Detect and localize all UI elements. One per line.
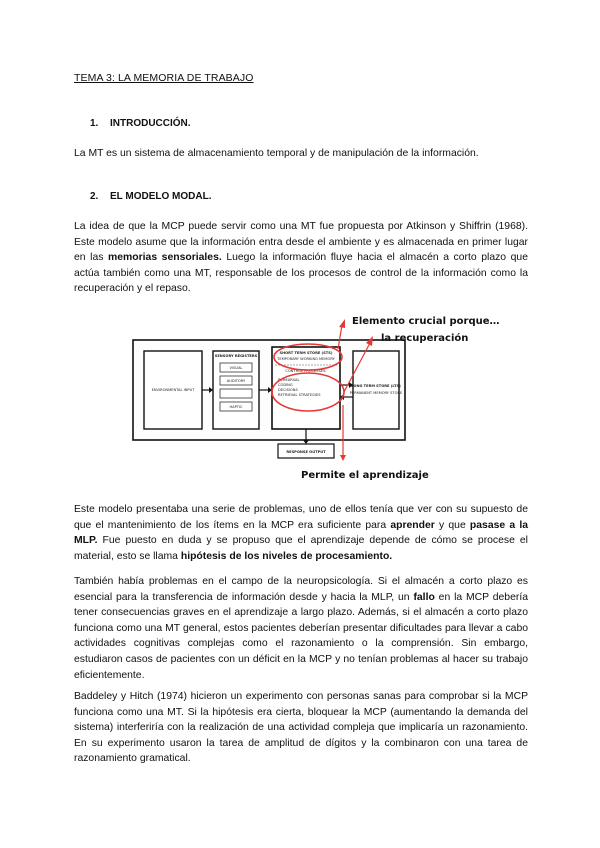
problems-paragraph xyxy=(74,502,528,564)
stm-title: SHORT TERM STORE (STS) xyxy=(279,351,333,355)
arrowhead-stm-to-response xyxy=(303,440,309,444)
process-retrieval: RETRIEVAL STRATEGIES xyxy=(278,393,321,397)
register-auditory-label: AUDITORY xyxy=(226,379,246,383)
control-processes-label: CONTROL PROCESSES: xyxy=(285,369,327,373)
problems-bold-3: hipótesis de los niveles de procesamiento. xyxy=(180,550,393,562)
problems-text-c: Fue puesto en duda y se propuso que el aprendizaje depende de cómo se procese el material, esto se llama xyxy=(74,535,528,562)
response-output-label: RESPONSE OUTPUT xyxy=(286,450,326,454)
register-blank xyxy=(220,389,252,398)
page-title: TEMA 3: LA MEMORIA DE TRABAJO xyxy=(74,72,254,84)
annotation-arrowhead-bottom xyxy=(340,455,346,461)
baddeley-paragraph: Baddeley y Hitch (1974) hicieron un experimento con personas sanas para comprobar si la MCP funciona como una MT. Si la hipótesis era cierta, bloquear la MCP (aumentando la demanda del sistema) interferiría con la realización de una actividad compleja que implicaría un razonamiento. En su experimento usaron la tarea de amplitud de dígitos y la combinaron con una tarea de razonamiento gramatical. xyxy=(74,691,528,765)
modal-text-a: La idea de que la MCP puede servir como una MT fue propuesta por Atkinson y Shiffrin (1968). Este modelo asume que la información entra desde el ambiente y es almacenada en primer lugar en las xyxy=(74,221,528,264)
process-rehearsal: REHEARSAL xyxy=(278,378,300,382)
neuropsychology-paragraph xyxy=(74,574,528,683)
modal-bold: memorias sensoriales. xyxy=(108,252,222,264)
stm-subtitle: TEMPORARY WORKING MEMORY xyxy=(277,357,335,361)
process-coding: CODING xyxy=(278,383,293,387)
modal-text-b: Luego la información fluye hacia el almacén a corto plazo que actúa también como una MT, responsable de los procesos de control de la información como la recuperación y el repaso. xyxy=(74,252,528,295)
modal-model-paragraph xyxy=(74,219,528,297)
section-2-heading xyxy=(90,191,211,202)
section-2-number: 2. xyxy=(90,191,99,202)
problems-text-b: y que xyxy=(434,519,470,531)
neuro-text-b: en la MCP debería tener consecuencias graves en el aprendizaje a largo plazo. Además, si el almacén a corto plazo funciona como una MT general, estos pacientes deberían presentar dificultades para llevar a cabo actividades cognitivas complejas como el razonamiento o la comprensión. Sin embargo, estudiaron casos de pacientes con un déficit en la MCP y no tenían problemas al hacer su trabajo eficientemente. xyxy=(74,591,528,681)
annotation-arrowhead-top xyxy=(339,319,345,328)
modal-model-diagram xyxy=(130,305,500,490)
section-2-title: EL MODELO MODAL. xyxy=(110,191,212,202)
diagram-svg xyxy=(130,305,500,490)
problems-bold-2: pasase a la MLP. xyxy=(74,519,528,547)
annotation-retrieval: la recuperación xyxy=(381,333,469,344)
environmental-input-label: ENVIRONMENTAL INPUT xyxy=(151,388,195,392)
problems-bold-1: aprender xyxy=(390,519,435,531)
ltm-title: LONG TERM STORE (LTS) xyxy=(351,384,401,388)
intro-paragraph: La MT es un sistema de almacenamiento temporal y de manipulación de la información. xyxy=(74,148,479,159)
annotation-learning: Permite el aprendizaje xyxy=(301,470,429,481)
section-1-heading xyxy=(90,118,191,129)
annotation-crucial: Elemento crucial porque… xyxy=(352,316,500,327)
neuro-text-a: También había problemas en el campo de la neuropsicología. Si el almacén a corto plazo es esencial para la transferencia de información desde y hacia la MLP, un xyxy=(74,576,528,603)
process-decisions: DECISIONS xyxy=(278,388,298,392)
problems-text-a: Este modelo presentaba una serie de problemas, uno de ellos tenía que ver con su supuesto de que el mantenimiento de los ítems en la MCP era suficiente para xyxy=(74,504,528,531)
neuro-bold: fallo xyxy=(413,591,435,603)
ltm-subtitle: PERMANENT MEMORY STORE xyxy=(349,391,403,395)
section-1-number: 1. xyxy=(90,118,99,129)
register-haptic-label: HAPTIC xyxy=(229,405,243,409)
sensory-registers-label: SENSORY REGISTERS xyxy=(214,354,258,358)
section-1-title: INTRODUCCIÓN. xyxy=(110,118,191,129)
register-visual-label: VISUAL xyxy=(229,366,243,370)
